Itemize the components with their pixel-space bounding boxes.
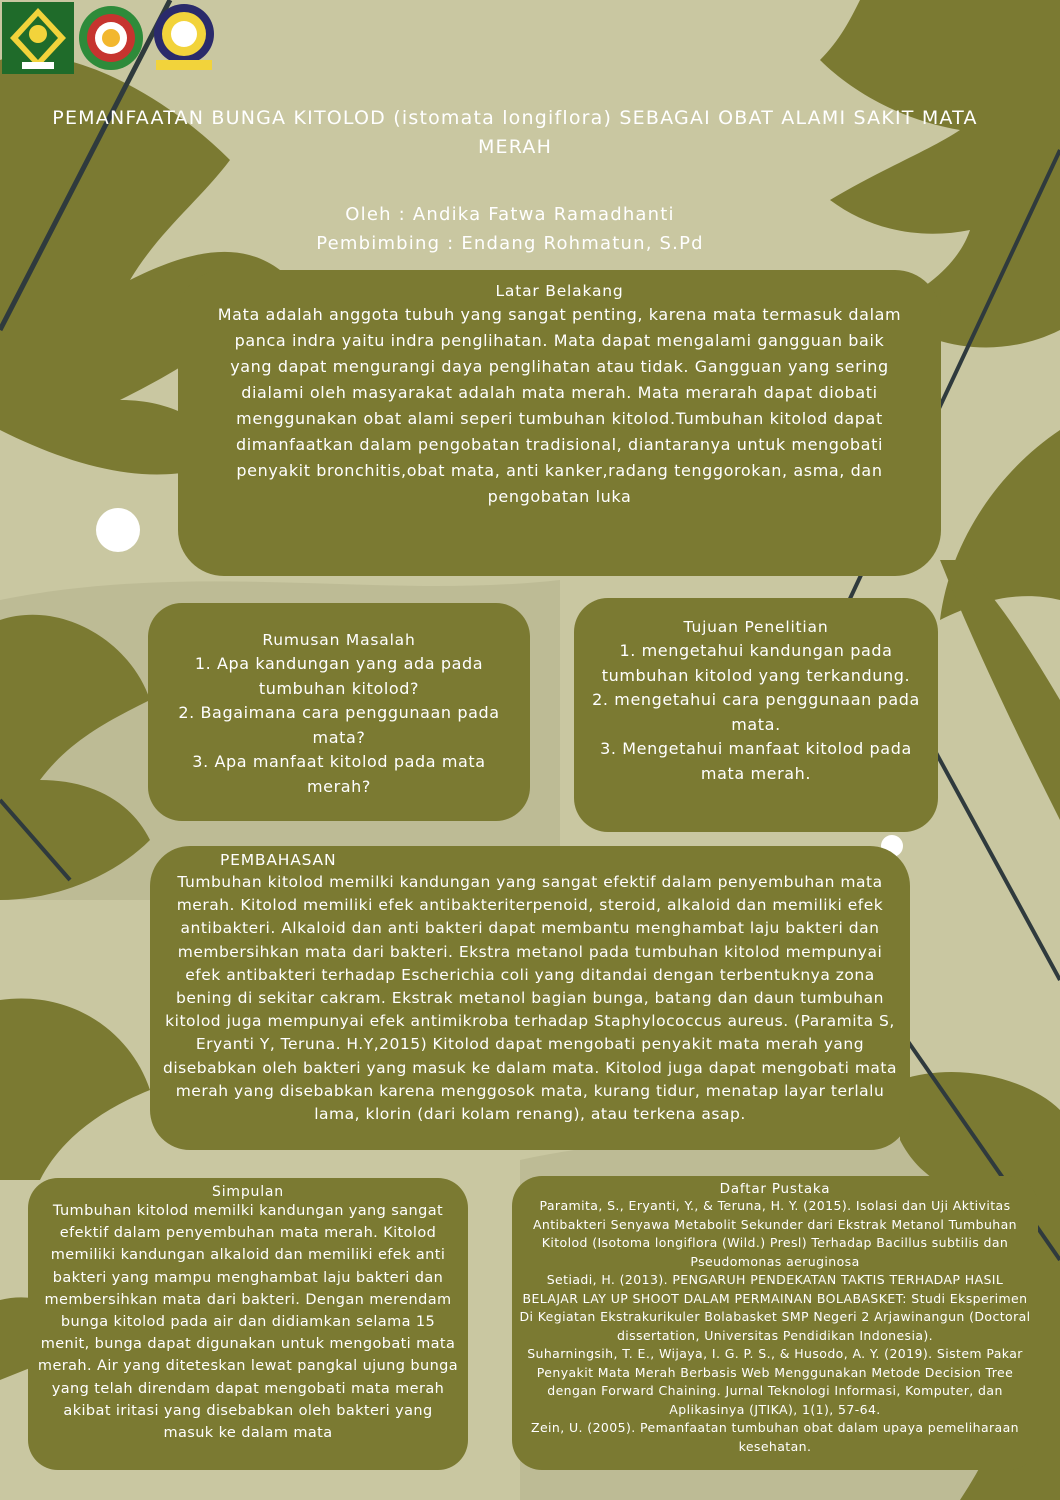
reference-item: Zein, U. (2005). Pemanfaatan tumbuhan obat dalam upaya pemeliharaan kesehatan. [531, 1420, 1019, 1454]
rumusan-masalah-list [164, 652, 514, 799]
author-block [220, 200, 800, 258]
list-item: 1. Apa kandungan yang ada pada tumbuhan kitolod? [194, 654, 484, 698]
list-item: 1. mengetahui kandungan pada tumbuhan kitolod yang terkandung. [601, 641, 911, 685]
latar-belakang-heading: Latar Belakang [495, 282, 624, 300]
tujuan-penelitian-panel [574, 598, 938, 832]
simpulan-heading: Simpulan [212, 1184, 284, 1200]
supervisor-name: Pembimbing : Endang Rohmatun, S.Pd [316, 233, 704, 254]
kemenag-logo-icon [2, 2, 74, 74]
daftar-pustaka-heading: Daftar Pustaka [719, 1181, 831, 1197]
author-name: Oleh : Andika Fatwa Ramadhanti [345, 204, 675, 225]
reference-item: Suharningsih, T. E., Wijaya, I. G. P. S., & Husodo, A. Y. (2019). Sistem Pakar Penyakit Mata Merah Berbasis Web Menggunakan Metode Decision Tree dengan Forward Chaining. Jurnal Teknologi Informasi, Komputer, dan Aplikasinya (JTIKA), 1(1), 57-64. [527, 1346, 1023, 1417]
mtsn-jepara-logo-icon [148, 2, 220, 74]
pembahasan-panel [150, 846, 910, 1150]
simpulan-panel [28, 1178, 468, 1470]
madrasah-literasi-logo-icon [78, 2, 144, 74]
rumusan-masalah-panel [148, 603, 530, 821]
simpulan-body: Tumbuhan kitolod memilki kandungan yang sangat efektif dalam penyembuhan mata merah. Kitolod memiliki kandungan alkaloid dan memiliki efek anti bakteri yang mampu menghambat laju bakteri dan membersihkan mata dari bakteri. Dengan merendam bunga kitolod pada air dan didiamkan selama 15 menit, bunga dapat digunakan untuk mengobati mata merah. Air yang diteteskan lewat pangkal ujung bunga yang telah direndam dapat mengobati mata merah akibat iritasi yang disebabkan oleh bakteri yang masuk ke dalam mata [37, 1203, 459, 1442]
list-item: 3. Mengetahui manfaat kitolod pada mata merah. [600, 739, 912, 783]
list-item: 2. Bagaimana cara penggunaan pada mata? [178, 703, 500, 747]
rumusan-masalah-heading: Rumusan Masalah [262, 631, 416, 649]
reference-item: Setiadi, H. (2013). PENGARUH PENDEKATAN TAKTIS TERHADAP HASIL BELAJAR LAY UP SHOOT DALAM PERMAINAN BOLABASKET: Studi Eksperimen Di Kegiatan Ekstrakurikuler Bolabasket SMP Negeri 2 Arjawinangun (Doctoral dissertation, Universitas Pendidikan Indonesia). [519, 1272, 1031, 1343]
latar-belakang-body: Mata adalah anggota tubuh yang sangat penting, karena mata termasuk dalam panca indra yaitu indra penglihatan. Mata dapat mengalami gangguan baik yang dapat mengurangi daya penglihatan atau tidak. Gangguan yang sering dialami oleh masyarakat adalah mata merah. Mata merarah dapat diobati menggunakan obat alami seperi tumbuhan kitolod.Tumbuhan kitolod dapat dimanfaatkan dalam pengobatan tradisional, diantaranya untuk mengobati penyakit bronchitis,obat mata, anti kanker,radang tenggorokan, asma, dan pengobatan luka [217, 305, 902, 506]
tujuan-penelitian-heading: Tujuan Penelitian [683, 618, 829, 636]
latar-belakang-panel [178, 270, 941, 576]
pembahasan-heading: PEMBAHASAN [220, 851, 337, 869]
poster-title: PEMANFAATAN BUNGA KITOLOD (istomata longiflora) SEBAGAI OBAT ALAMI SAKIT MATA MERAH [52, 107, 978, 158]
reference-item: Paramita, S., Eryanti, Y., & Teruna, H. Y. (2015). Isolasi dan Uji Aktivitas Antibakteri Senyawa Metabolit Sekunder dari Ekstrak Metanol Tumbuhan Kitolod (Isotoma longiflora (Wild.) Presl) Terhadap Bacillus subtilis dan Pseudomonas aeruginosa [532, 1198, 1017, 1269]
list-item: 2. mengetahui cara penggunaan pada mata. [592, 690, 920, 734]
pembahasan-body: Tumbuhan kitolod memilki kandungan yang sangat efektif dalam penyembuhan mata merah. Kitolod memiliki efek antibakteriterpenoid, steroid, alkaloid dan memiliki efek antibakteri. Alkaloid dan anti bakteri dapat membantu menghambat laju bakteri dan membersihkan mata dari bakteri. Ekstra metanol pada tumbuhan kitolod mempunyai efek antibakteri terhadap Escherichia coli yang ditandai dengan terbentuknya zona bening di sekitar cakram. Ekstrak metanol bagian bunga, batang dan daun tumbuhan kitolod juga mempunyai efek antimikroba terhadap Staphylococcus aureus. (Paramita S, Eryanti Y, Teruna. H.Y,2015) Kitolod dapat mengobati penyakit mata merah yang disebabkan oleh bakteri yang masuk ke dalam mata. Kitolod juga dapat mengobati mata merah yang disebabkan karena menggosok mata, kurang tidur, menatap layar terlalu lama, klorin (dari kolam renang), atau terkena asap. [163, 873, 897, 1124]
list-item: 3. Apa manfaat kitolod pada mata merah? [192, 752, 486, 796]
daftar-pustaka-panel [512, 1176, 1038, 1470]
tujuan-penelitian-list [588, 639, 924, 786]
